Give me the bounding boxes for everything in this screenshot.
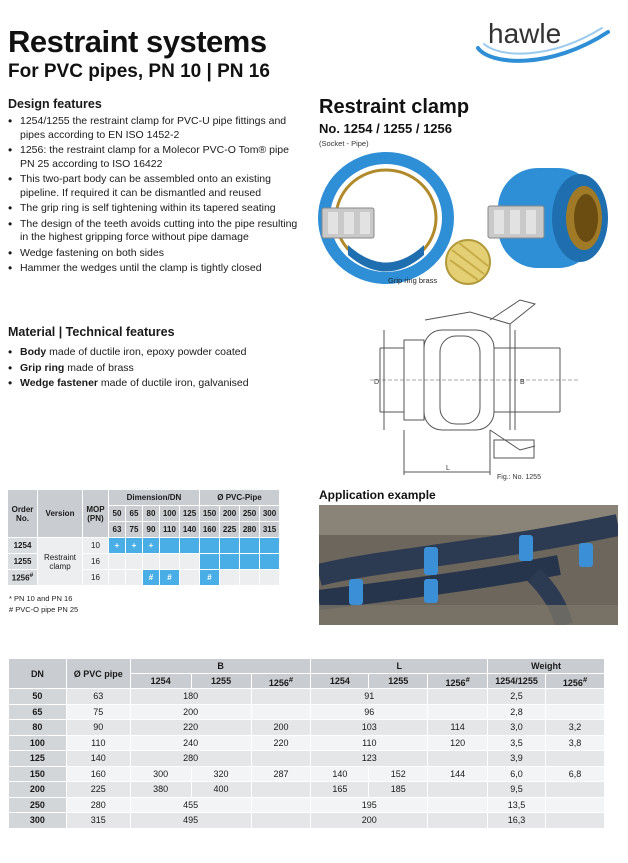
header-weight: Weight <box>488 659 605 674</box>
availability-cell <box>240 570 260 586</box>
header-version: Version <box>38 490 83 538</box>
sup: # <box>288 674 294 684</box>
weight-cell <box>546 813 605 829</box>
order-cell: 1255 <box>8 554 38 570</box>
weight-cell <box>546 751 605 767</box>
material-heading: Material | Technical features <box>8 325 175 339</box>
l-cell: 200 <box>311 813 428 829</box>
mop-cell: 16 <box>83 554 109 570</box>
dim-l-label: L <box>446 465 450 472</box>
application-heading: Application example <box>319 488 436 502</box>
product-numbers: No. 1254 / 1255 / 1256 <box>319 121 452 136</box>
technical-drawing <box>360 290 615 480</box>
dn-cell: 200 <box>220 506 240 522</box>
dimensions-body <box>9 689 605 829</box>
weight-cell: 3,9 <box>488 751 546 767</box>
weight-cell: 3,2 <box>546 720 605 736</box>
l-cell: 144 <box>428 766 488 782</box>
header-dimension: Dimension/DN <box>109 490 200 506</box>
pipe-cell: 315 <box>66 813 130 829</box>
dn-cell: 50 <box>109 506 126 522</box>
dn-cell: 125 <box>180 506 200 522</box>
b-cell: 180 <box>130 689 251 705</box>
b-cell: 400 <box>191 782 251 798</box>
b-cell <box>251 813 311 829</box>
list-item: • Wedge fastening on both sides <box>8 247 303 261</box>
availability-cell: + <box>126 538 143 554</box>
table-row <box>9 782 605 798</box>
availability-cell <box>260 554 280 570</box>
pipe-cell: 315 <box>260 522 280 538</box>
l-cell <box>428 797 488 813</box>
l-cell <box>428 751 488 767</box>
table-row <box>8 538 280 554</box>
availability-cell <box>220 538 240 554</box>
availability-cell <box>260 538 280 554</box>
sub-header-cell: 1254 <box>311 674 369 689</box>
dn-cell: 250 <box>9 797 67 813</box>
dn-cell: 150 <box>9 766 67 782</box>
l-cell <box>428 813 488 829</box>
dn-cell: 80 <box>143 506 160 522</box>
dn-cell: 150 <box>200 506 220 522</box>
pipe-cell: 225 <box>66 782 130 798</box>
b-cell: 287 <box>251 766 311 782</box>
b-cell: 455 <box>130 797 251 813</box>
weight-cell: 3,5 <box>488 735 546 751</box>
availability-cell <box>143 554 160 570</box>
pipe-cell: 110 <box>66 735 130 751</box>
b-cell: 380 <box>130 782 191 798</box>
l-cell: 185 <box>369 782 428 798</box>
sub-header-cell: 1256# <box>428 674 488 689</box>
weight-cell: 3,8 <box>546 735 605 751</box>
version-table <box>7 489 280 586</box>
availability-cell: + <box>109 538 126 554</box>
availability-cell <box>200 538 220 554</box>
list-item: • Hammer the wedges until the clamp is tightly closed <box>8 262 303 276</box>
l-cell <box>428 782 488 798</box>
l-cell: 195 <box>311 797 428 813</box>
header-pvc-pipe: Ø PVC pipe <box>66 659 130 689</box>
pipe-cell: 160 <box>66 766 130 782</box>
dim-b-label: B <box>520 379 525 386</box>
design-list <box>8 115 303 278</box>
sup: # <box>582 674 588 684</box>
list-item: • 1254/1255 the restraint clamp for PVC-U pipe fittings and pipes according to EN ISO 1452-2 <box>8 115 303 142</box>
sub-header-cell: 1255 <box>369 674 428 689</box>
dn-cell: 100 <box>9 735 67 751</box>
mop-cell: 16 <box>83 570 109 586</box>
pipe-cell: 63 <box>109 522 126 538</box>
dn-cell: 125 <box>9 751 67 767</box>
dn-cell: 250 <box>240 506 260 522</box>
footnotes <box>9 593 78 615</box>
b-cell <box>251 797 311 813</box>
weight-cell: 2,5 <box>488 689 546 705</box>
availability-cell: # <box>200 570 220 586</box>
sub-header-cell: 1254 <box>130 674 191 689</box>
mop-cell: 10 <box>83 538 109 554</box>
b-cell: 320 <box>191 766 251 782</box>
availability-cell <box>160 538 180 554</box>
table-row <box>9 720 605 736</box>
order-cell: 1254 <box>8 538 38 554</box>
table-row <box>9 766 605 782</box>
l-cell <box>428 689 488 705</box>
l-cell: 120 <box>428 735 488 751</box>
availability-cell <box>240 554 260 570</box>
list-item: • Grip ring made of brass <box>8 362 303 376</box>
page-title: Restraint systems <box>8 24 267 59</box>
product-photo <box>318 150 618 290</box>
pipe-cell: 140 <box>66 751 130 767</box>
sub-header-cell: 1256# <box>251 674 311 689</box>
weight-cell: 16,3 <box>488 813 546 829</box>
design-heading: Design features <box>8 97 102 111</box>
l-cell <box>428 704 488 720</box>
availability-cell: + <box>143 538 160 554</box>
pipe-cell: 75 <box>66 704 130 720</box>
sub-header-cell: 1254/1255 <box>488 674 546 689</box>
b-cell <box>251 704 311 720</box>
b-cell: 200 <box>251 720 311 736</box>
list-item: • 1256: the restraint clamp for a Molecor PVC-O Tom® pipe PN 25 according to ISO 16422 <box>8 144 303 171</box>
figure-label: Fig.: No. 1255 <box>497 474 541 481</box>
l-cell: 110 <box>311 735 428 751</box>
dn-cell: 300 <box>260 506 280 522</box>
product-note: (Socket - Pipe) <box>319 139 369 148</box>
weight-cell: 9,5 <box>488 782 546 798</box>
table-row <box>9 689 605 705</box>
b-cell: 220 <box>251 735 311 751</box>
weight-cell: 3,0 <box>488 720 546 736</box>
header-b: B <box>130 659 311 674</box>
list-item: • Body made of ductile iron, epoxy powder coated <box>8 346 303 360</box>
header-l: L <box>311 659 488 674</box>
dimensions-table <box>8 658 605 829</box>
sup: # <box>29 572 34 580</box>
b-cell: 300 <box>130 766 191 782</box>
availability-cell <box>126 554 143 570</box>
table-row <box>9 751 605 767</box>
application-photo <box>319 505 618 625</box>
product-title: Restraint clamp <box>319 96 470 118</box>
header-pipe: Ø PVC-Pipe <box>200 490 280 506</box>
pipe-cell: 90 <box>143 522 160 538</box>
availability-cell <box>180 538 200 554</box>
weight-cell: 2,8 <box>488 704 546 720</box>
pipe-cell: 63 <box>66 689 130 705</box>
weight-cell <box>546 689 605 705</box>
l-cell: 103 <box>311 720 428 736</box>
dim-d-label: D <box>374 379 380 386</box>
weight-cell: 6,8 <box>546 766 605 782</box>
grip-ring-label: Grip ring brass <box>388 276 438 285</box>
availability-cell <box>160 554 180 570</box>
sub-header-cell: 1256# <box>546 674 605 689</box>
header-order: Order No. <box>8 490 38 538</box>
table-row <box>9 813 605 829</box>
availability-cell <box>180 554 200 570</box>
availability-cell <box>260 570 280 586</box>
l-cell: 152 <box>369 766 428 782</box>
pipe-cell: 110 <box>160 522 180 538</box>
b-cell: 200 <box>130 704 251 720</box>
l-cell: 114 <box>428 720 488 736</box>
dn-cell: 65 <box>9 704 67 720</box>
pipe-cell: 280 <box>240 522 260 538</box>
pipe-cell: 280 <box>66 797 130 813</box>
page-subtitle: For PVC pipes, PN 10 | PN 16 <box>8 61 270 82</box>
l-cell: 165 <box>311 782 369 798</box>
list-item: • This two-part body can be assembled onto an existing pipeline. If required it can be dismantled and reused <box>8 173 303 200</box>
pipe-cell: 225 <box>220 522 240 538</box>
hawle-logo <box>470 10 615 70</box>
material-list <box>8 346 303 393</box>
b-cell: 240 <box>130 735 251 751</box>
availability-cell <box>109 554 126 570</box>
footnote: # PVC-O pipe PN 25 <box>9 605 79 614</box>
sub-header-cell: 1255 <box>191 674 251 689</box>
dn-cell: 80 <box>9 720 67 736</box>
list-item: • The grip ring is self tightening within its tapered seating <box>8 202 303 216</box>
availability-cell <box>200 554 220 570</box>
availability-cell: # <box>143 570 160 586</box>
pipe-cell: 140 <box>180 522 200 538</box>
b-cell: 280 <box>130 751 251 767</box>
b-cell <box>251 751 311 767</box>
availability-cell <box>240 538 260 554</box>
weight-cell <box>546 704 605 720</box>
weight-cell <box>546 782 605 798</box>
b-cell: 495 <box>130 813 251 829</box>
b-cell <box>251 782 311 798</box>
pipe-cell: 90 <box>66 720 130 736</box>
availability-cell <box>126 570 143 586</box>
list-item: • The design of the teeth avoids cutting into the pipe resulting in the highest gripping force without pipe damage <box>8 218 303 245</box>
weight-cell: 13,5 <box>488 797 546 813</box>
weight-cell: 6,0 <box>488 766 546 782</box>
dn-cell: 100 <box>160 506 180 522</box>
b-cell <box>251 689 311 705</box>
brand-text: hawle <box>488 18 562 49</box>
table-row <box>9 704 605 720</box>
pipe-cell: 75 <box>126 522 143 538</box>
version-cell: Restraint clamp <box>38 538 83 586</box>
availability-cell <box>109 570 126 586</box>
availability-cell: # <box>160 570 180 586</box>
table-row <box>9 797 605 813</box>
availability-cell <box>180 570 200 586</box>
dn-cell: 50 <box>9 689 67 705</box>
list-item: • Wedge fastener made of ductile iron, galvanised <box>8 377 303 391</box>
footnote: * PN 10 and PN 16 <box>9 594 73 603</box>
dn-cell: 300 <box>9 813 67 829</box>
b-cell: 220 <box>130 720 251 736</box>
l-cell: 96 <box>311 704 428 720</box>
l-cell: 91 <box>311 689 428 705</box>
version-body <box>8 538 280 586</box>
header-dn: DN <box>9 659 67 689</box>
l-cell: 123 <box>311 751 428 767</box>
weight-cell <box>546 797 605 813</box>
availability-cell <box>220 570 240 586</box>
l-cell: 140 <box>311 766 369 782</box>
dn-cell: 200 <box>9 782 67 798</box>
availability-cell <box>220 554 240 570</box>
order-cell: 1256# <box>8 570 38 586</box>
header-mop: MOP (PN) <box>83 490 109 538</box>
sup: # <box>465 674 470 684</box>
table-row <box>9 735 605 751</box>
dn-cell: 65 <box>126 506 143 522</box>
pipe-cell: 160 <box>200 522 220 538</box>
